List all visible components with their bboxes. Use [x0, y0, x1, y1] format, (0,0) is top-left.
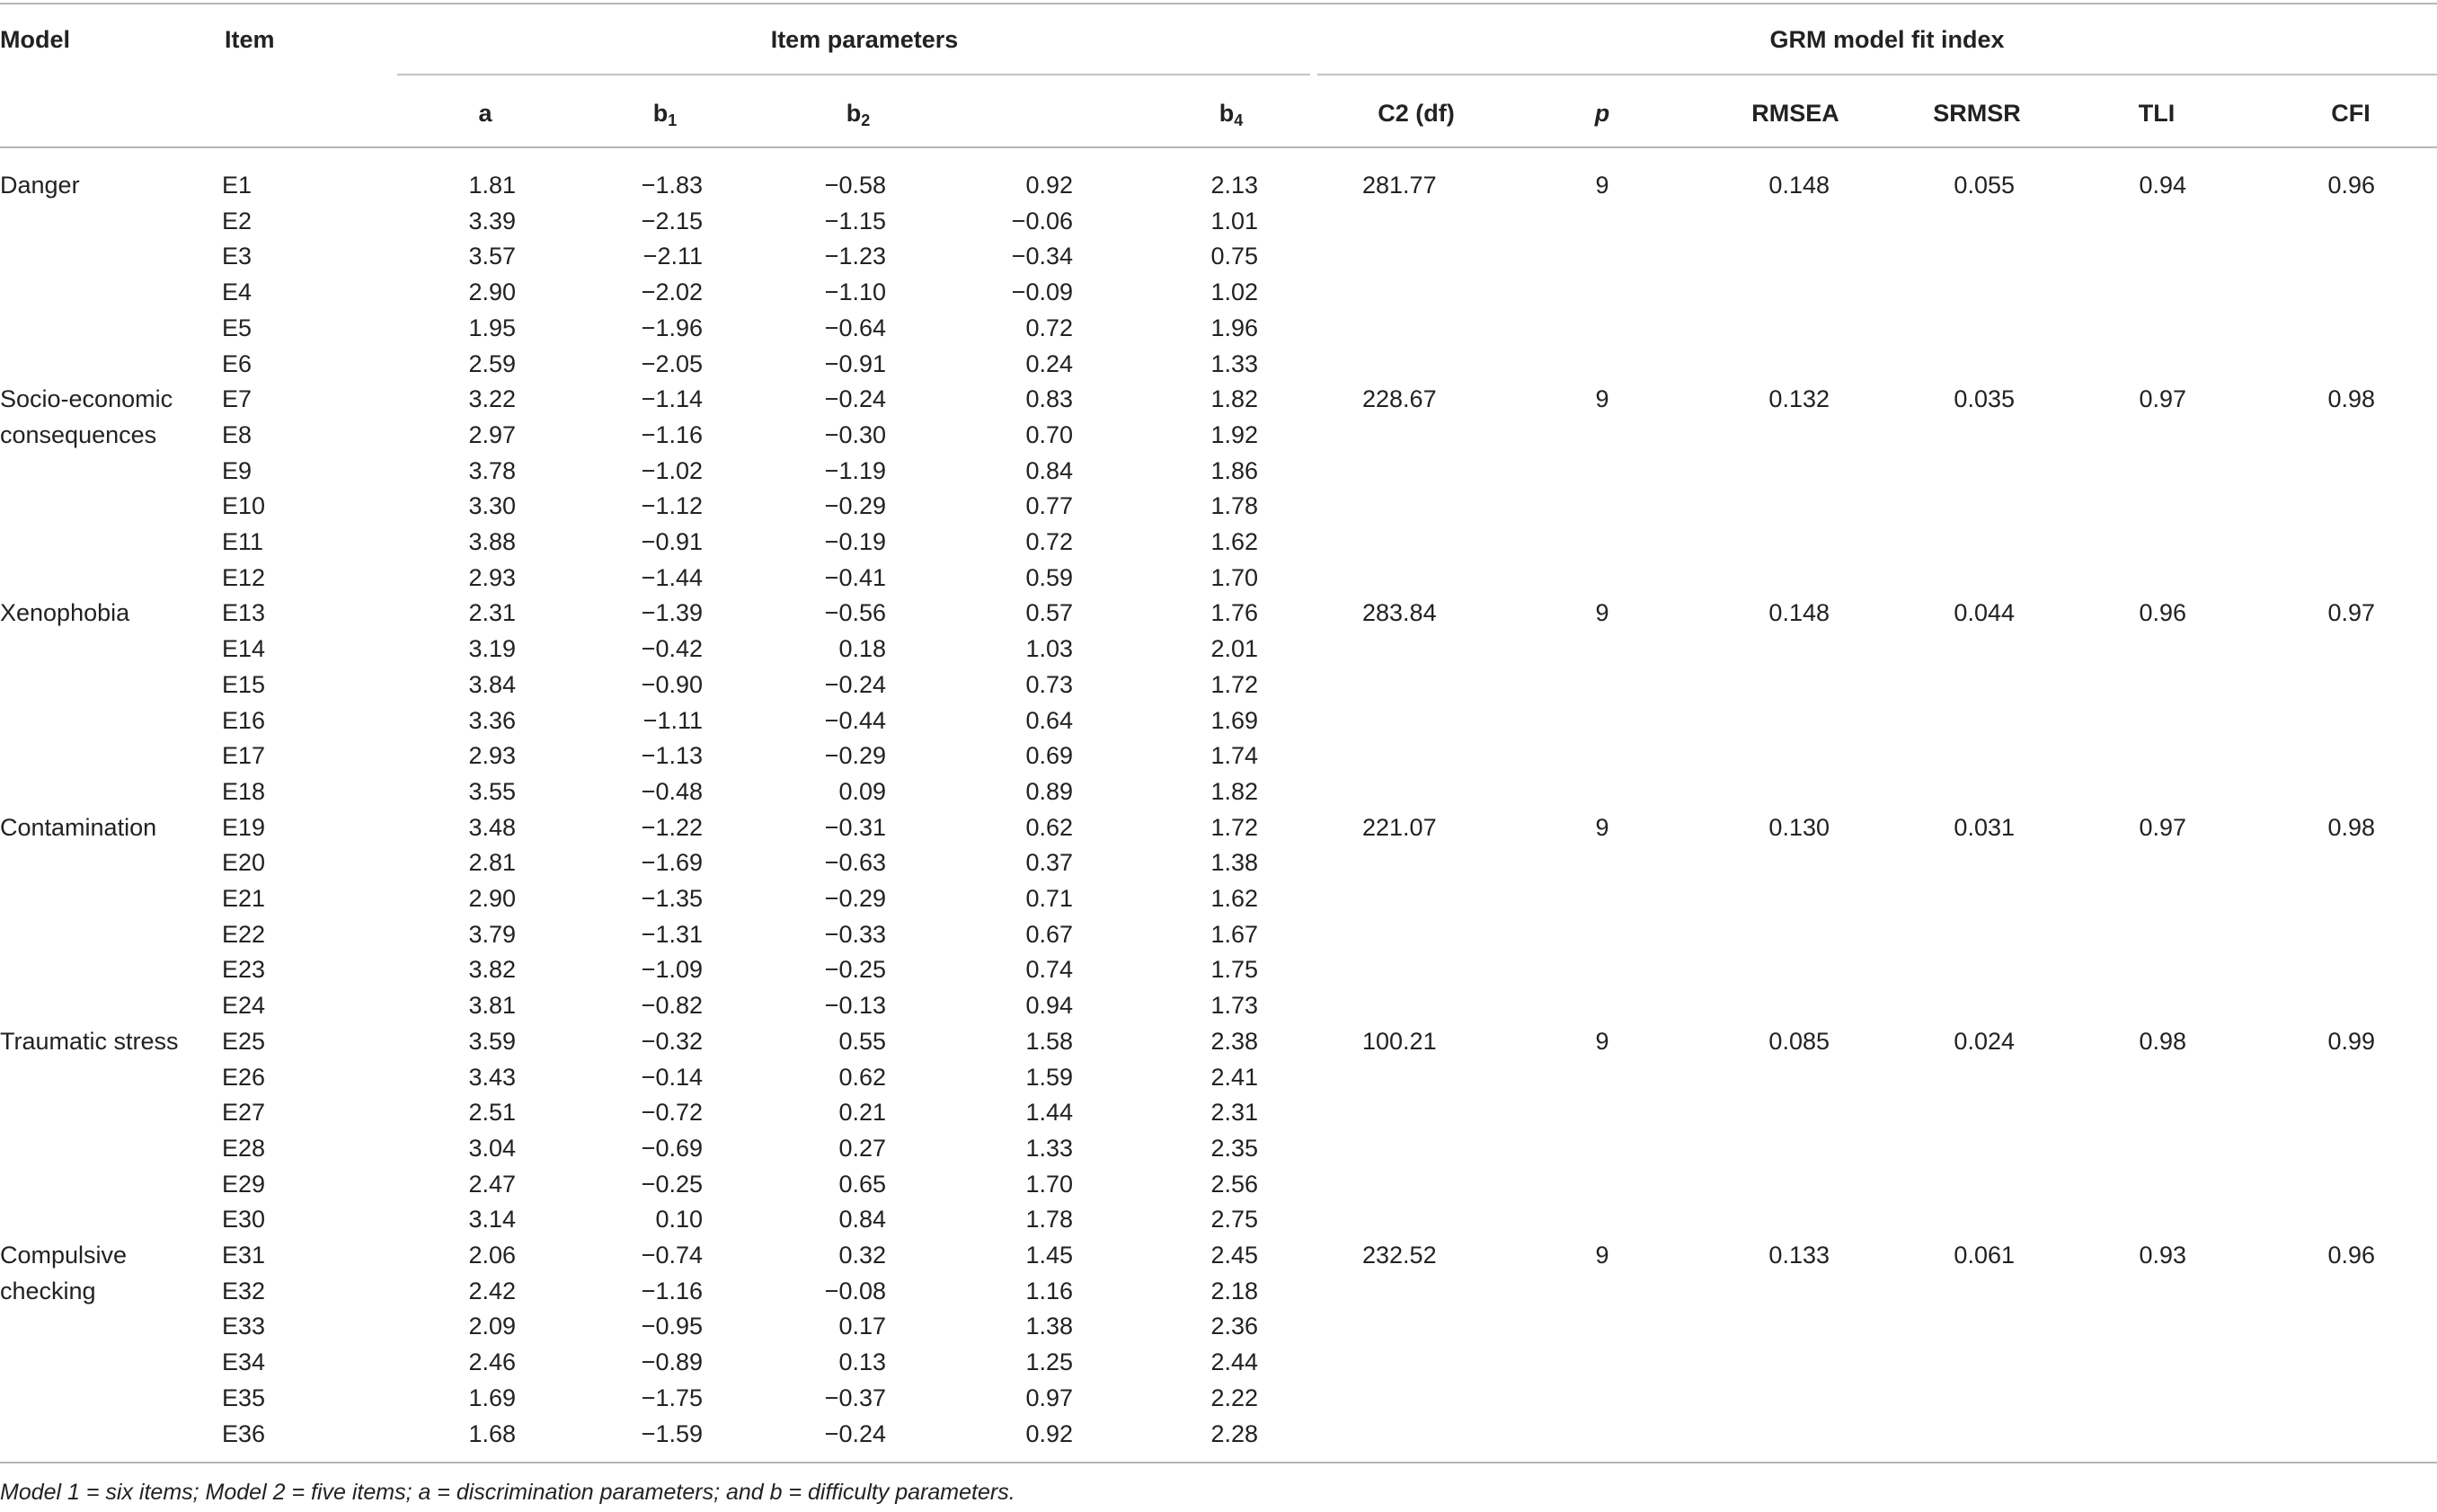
param-a: 3.81 [468, 992, 516, 1020]
item-label: E20 [222, 849, 266, 877]
param-b4: 1.75 [1210, 956, 1258, 984]
item-label: E33 [222, 1313, 266, 1340]
param-b4: 2.56 [1210, 1170, 1258, 1198]
fit-cfi: 0.98 [2327, 385, 2375, 413]
param-b3: 0.72 [1025, 528, 1073, 555]
param-b3: 0.74 [1025, 956, 1073, 984]
fit-index-underline [1317, 74, 2437, 75]
param-b1: −1.39 [641, 599, 703, 627]
param-b2: −1.19 [824, 456, 886, 484]
param-b1: −1.02 [641, 456, 703, 484]
param-b1: −0.90 [641, 670, 703, 698]
param-b4: 1.92 [1210, 420, 1258, 448]
param-b2: −0.44 [824, 706, 886, 734]
item-parameters-underline [397, 74, 1310, 75]
param-b1: −1.59 [641, 1419, 703, 1447]
model-name: Xenophobia [0, 599, 130, 627]
item-label: E13 [222, 599, 266, 627]
param-b4: 2.13 [1210, 172, 1258, 199]
param-b1: −0.82 [641, 992, 703, 1020]
param-a: 2.93 [468, 563, 516, 591]
item-label: E34 [222, 1348, 266, 1376]
param-b3: 0.67 [1025, 920, 1073, 948]
fit-c2: 283.84 [1362, 599, 1437, 627]
param-a: 3.48 [468, 813, 516, 841]
header-b2: b2 [846, 100, 871, 129]
param-a: 2.93 [468, 742, 516, 770]
item-label: E5 [222, 314, 253, 341]
param-b4: 1.72 [1210, 813, 1258, 841]
param-b2: −1.15 [824, 207, 886, 234]
fit-p: 9 [1595, 1242, 1609, 1269]
bottom-rule [0, 1462, 2437, 1463]
param-b2: −0.91 [824, 349, 886, 377]
item-label: E26 [222, 1063, 266, 1091]
param-b1: −0.95 [641, 1313, 703, 1340]
param-a: 2.90 [468, 279, 516, 306]
param-a: 3.55 [468, 777, 516, 805]
item-label: E22 [222, 920, 266, 948]
param-b3: −0.34 [1011, 243, 1073, 270]
fit-c2: 221.07 [1362, 813, 1437, 841]
param-b1: −0.74 [641, 1242, 703, 1269]
param-a: 2.51 [468, 1099, 516, 1127]
param-b3: 0.64 [1025, 706, 1073, 734]
param-b2: −0.37 [824, 1384, 886, 1411]
param-b1: −1.35 [641, 885, 703, 912]
param-b3: 0.73 [1025, 670, 1073, 698]
param-b3: 1.78 [1025, 1206, 1073, 1233]
fit-cfi: 0.98 [2327, 813, 2375, 841]
param-b1: −0.25 [641, 1170, 703, 1198]
fit-rmsea: 0.132 [1768, 385, 1830, 413]
param-b2: −0.33 [824, 920, 886, 948]
item-label: E15 [222, 670, 266, 698]
param-b2: 0.17 [838, 1313, 886, 1340]
item-label: E18 [222, 777, 266, 805]
param-b2: −0.29 [824, 492, 886, 520]
param-b2: 0.18 [838, 635, 886, 663]
item-label: E7 [222, 385, 253, 413]
param-a: 1.68 [468, 1419, 516, 1447]
fit-p: 9 [1595, 599, 1609, 627]
param-b4: 1.82 [1210, 385, 1258, 413]
item-label: E2 [222, 207, 253, 234]
param-b3: 1.59 [1025, 1063, 1073, 1091]
param-b1: −1.12 [641, 492, 703, 520]
param-a: 2.46 [468, 1348, 516, 1376]
param-b2: −0.58 [824, 172, 886, 199]
param-b2: −0.25 [824, 956, 886, 984]
param-a: 3.82 [468, 956, 516, 984]
param-a: 3.30 [468, 492, 516, 520]
param-b4: 2.44 [1210, 1348, 1258, 1376]
param-b3: 1.58 [1025, 1027, 1073, 1055]
model-name: Danger [0, 172, 80, 199]
param-a: 3.78 [468, 456, 516, 484]
fit-p: 9 [1595, 172, 1609, 199]
param-a: 2.81 [468, 849, 516, 877]
header-c2df: C2 (df) [1378, 100, 1455, 127]
param-b2: −0.19 [824, 528, 886, 555]
item-label: E10 [222, 492, 266, 520]
item-label: E29 [222, 1170, 266, 1198]
param-b4: 1.70 [1210, 563, 1258, 591]
item-label: E21 [222, 885, 266, 912]
param-b3: 0.59 [1025, 563, 1073, 591]
param-b3: 1.70 [1025, 1170, 1073, 1198]
param-b3: 0.83 [1025, 385, 1073, 413]
param-b3: 0.69 [1025, 742, 1073, 770]
param-b2: 0.21 [838, 1099, 886, 1127]
param-b2: −0.64 [824, 314, 886, 341]
param-b1: 0.10 [655, 1206, 703, 1233]
param-b3: 1.33 [1025, 1134, 1073, 1162]
header-item: Item [225, 26, 275, 53]
param-b3: 0.70 [1025, 420, 1073, 448]
param-b3: 0.97 [1025, 1384, 1073, 1411]
header-rmsea: RMSEA [1751, 100, 1839, 127]
param-a: 1.81 [468, 172, 516, 199]
param-b4: 1.01 [1210, 207, 1258, 234]
param-b1: −0.42 [641, 635, 703, 663]
fit-c2: 100.21 [1362, 1027, 1437, 1055]
item-label: E4 [222, 279, 253, 306]
param-b2: 0.27 [838, 1134, 886, 1162]
param-a: 2.31 [468, 599, 516, 627]
param-b4: 1.96 [1210, 314, 1258, 341]
param-b3: 1.03 [1025, 635, 1073, 663]
param-b3: 1.45 [1025, 1242, 1073, 1269]
header-item-parameters: Item parameters [770, 26, 959, 53]
top-rule [0, 3, 2437, 4]
item-label: E11 [222, 528, 264, 555]
param-b1: −0.91 [641, 528, 703, 555]
param-b2: −0.13 [824, 992, 886, 1020]
param-b3: 0.37 [1025, 849, 1073, 877]
model-name: Contamination [0, 813, 157, 841]
param-b3: 1.16 [1025, 1277, 1073, 1304]
param-b2: −0.31 [824, 813, 886, 841]
param-b4: 1.38 [1210, 849, 1258, 877]
param-b1: −1.16 [641, 420, 703, 448]
model-name: Socio-economic [0, 385, 173, 413]
param-b4: 2.36 [1210, 1313, 1258, 1340]
header-p: p [1594, 100, 1610, 127]
model-name-line2: checking [0, 1277, 96, 1304]
header-tli: TLI [2138, 100, 2176, 127]
header-srmsr: SRMSR [1933, 100, 2021, 127]
fit-tli: 0.98 [2139, 1027, 2186, 1055]
param-b3: 0.71 [1025, 885, 1073, 912]
param-b1: −2.15 [641, 207, 703, 234]
param-a: 3.22 [468, 385, 516, 413]
param-b1: −1.09 [641, 956, 703, 984]
fit-cfi: 0.97 [2327, 599, 2375, 627]
fit-rmsea: 0.085 [1768, 1027, 1830, 1055]
param-b1: −1.13 [641, 742, 703, 770]
param-b3: 1.25 [1025, 1348, 1073, 1376]
param-b3: 0.92 [1025, 1419, 1073, 1447]
header-rule [0, 146, 2437, 148]
param-b4: 1.82 [1210, 777, 1258, 805]
param-b1: −0.48 [641, 777, 703, 805]
param-b2: −0.29 [824, 742, 886, 770]
item-label: E1 [222, 172, 253, 199]
param-b1: −1.75 [641, 1384, 703, 1411]
param-b2: 0.62 [838, 1063, 886, 1091]
fit-tli: 0.96 [2139, 599, 2186, 627]
header-cfi: CFI [2331, 100, 2371, 127]
model-name: Traumatic stress [0, 1027, 179, 1055]
param-a: 3.39 [468, 207, 516, 234]
param-a: 3.59 [468, 1027, 516, 1055]
item-label: E35 [222, 1384, 266, 1411]
param-b4: 1.69 [1210, 706, 1258, 734]
table-footnote: Model 1 = six items; Model 2 = five items; a = discrimination parameters; and b = difficulty parameters. [0, 1480, 1015, 1505]
fit-p: 9 [1595, 1027, 1609, 1055]
fit-srmsr: 0.035 [1954, 385, 2015, 413]
param-b4: 2.45 [1210, 1242, 1258, 1269]
header-b4: b4 [1218, 100, 1244, 129]
param-b4: 2.18 [1210, 1277, 1258, 1304]
item-label: E27 [222, 1099, 266, 1127]
param-a: 3.19 [468, 635, 516, 663]
param-b4: 1.72 [1210, 670, 1258, 698]
param-b2: −0.56 [824, 599, 886, 627]
param-b2: −0.41 [824, 563, 886, 591]
param-b3: 0.92 [1025, 172, 1073, 199]
param-b1: −1.14 [641, 385, 703, 413]
param-b1: −1.96 [641, 314, 703, 341]
fit-rmsea: 0.148 [1768, 172, 1830, 199]
fit-tli: 0.94 [2139, 172, 2186, 199]
item-label: E14 [222, 635, 266, 663]
param-a: 2.06 [468, 1242, 516, 1269]
param-b1: −0.69 [641, 1134, 703, 1162]
param-a: 3.36 [468, 706, 516, 734]
param-a: 1.69 [468, 1384, 516, 1411]
param-b1: −0.89 [641, 1348, 703, 1376]
item-label: E3 [222, 243, 253, 270]
param-b4: 1.74 [1210, 742, 1258, 770]
param-b3: 0.77 [1025, 492, 1073, 520]
param-b1: −2.11 [642, 243, 703, 270]
param-b4: 1.33 [1210, 349, 1258, 377]
param-b2: −0.63 [824, 849, 886, 877]
param-b4: 1.62 [1210, 885, 1258, 912]
param-a: 3.79 [468, 920, 516, 948]
param-b2: −0.30 [824, 420, 886, 448]
item-label: E28 [222, 1134, 266, 1162]
param-a: 1.95 [468, 314, 516, 341]
param-b4: 2.28 [1210, 1419, 1258, 1447]
item-label: E31 [222, 1242, 266, 1269]
param-b1: −0.32 [641, 1027, 703, 1055]
fit-c2: 281.77 [1362, 172, 1437, 199]
param-b1: −1.83 [641, 172, 703, 199]
fit-p: 9 [1595, 385, 1609, 413]
param-b4: 0.75 [1210, 243, 1258, 270]
param-b3: 0.84 [1025, 456, 1073, 484]
item-label: E9 [222, 456, 253, 484]
param-b3: 0.24 [1025, 349, 1073, 377]
header-b1: b1 [652, 100, 678, 129]
header-a: a [478, 100, 492, 127]
param-a: 3.14 [468, 1206, 516, 1233]
param-b4: 2.75 [1210, 1206, 1258, 1233]
param-a: 2.97 [468, 420, 516, 448]
param-a: 3.04 [468, 1134, 516, 1162]
fit-rmsea: 0.148 [1768, 599, 1830, 627]
param-b3: −0.06 [1011, 207, 1073, 234]
param-a: 3.43 [468, 1063, 516, 1091]
param-b4: 1.86 [1210, 456, 1258, 484]
item-label: E30 [222, 1206, 266, 1233]
param-b2: 0.09 [838, 777, 886, 805]
model-name-line2: consequences [0, 420, 157, 448]
param-b2: −0.29 [824, 885, 886, 912]
fit-rmsea: 0.130 [1768, 813, 1830, 841]
param-b4: 1.62 [1210, 528, 1258, 555]
item-label: E36 [222, 1419, 266, 1447]
param-b2: −0.24 [824, 1419, 886, 1447]
param-a: 2.90 [468, 885, 516, 912]
param-a: 2.42 [468, 1277, 516, 1304]
fit-srmsr: 0.044 [1954, 599, 2015, 627]
param-b1: −0.14 [641, 1063, 703, 1091]
header-model: Model [0, 26, 70, 53]
param-b3: 0.62 [1025, 813, 1073, 841]
fit-cfi: 0.96 [2327, 1242, 2375, 1269]
param-b4: 2.38 [1210, 1027, 1258, 1055]
fit-cfi: 0.99 [2327, 1027, 2375, 1055]
item-label: E16 [222, 706, 266, 734]
param-b1: −1.31 [641, 920, 703, 948]
fit-srmsr: 0.024 [1954, 1027, 2015, 1055]
item-label: E8 [222, 420, 253, 448]
param-b4: 1.76 [1210, 599, 1258, 627]
param-b4: 1.02 [1210, 279, 1258, 306]
param-b1: −1.69 [641, 849, 703, 877]
item-label: E24 [222, 992, 266, 1020]
param-b2: −0.24 [824, 670, 886, 698]
header-fit-index: GRM model fit index [1769, 26, 2005, 53]
param-b1: −1.22 [641, 813, 703, 841]
param-a: 2.47 [468, 1170, 516, 1198]
fit-tli: 0.97 [2139, 385, 2186, 413]
param-a: 2.09 [468, 1313, 516, 1340]
fit-srmsr: 0.055 [1954, 172, 2015, 199]
model-name: Compulsive [0, 1242, 128, 1269]
param-b1: −1.44 [641, 563, 703, 591]
param-b2: 0.55 [838, 1027, 886, 1055]
param-b3: 0.89 [1025, 777, 1073, 805]
param-b4: 2.35 [1210, 1134, 1258, 1162]
param-b3: 1.38 [1025, 1313, 1073, 1340]
param-b2: 0.32 [838, 1242, 886, 1269]
param-b1: −0.72 [641, 1099, 703, 1127]
item-label: E12 [222, 563, 266, 591]
param-b4: 1.73 [1210, 992, 1258, 1020]
item-label: E25 [222, 1027, 266, 1055]
param-b3: 1.44 [1025, 1099, 1073, 1127]
fit-srmsr: 0.061 [1954, 1242, 2015, 1269]
param-b4: 2.22 [1210, 1384, 1258, 1411]
fit-tli: 0.93 [2139, 1242, 2186, 1269]
param-b1: −2.02 [641, 279, 703, 306]
fit-rmsea: 0.133 [1768, 1242, 1830, 1269]
param-b3: 0.94 [1025, 992, 1073, 1020]
param-b2: 0.13 [838, 1348, 886, 1376]
param-b4: 2.31 [1210, 1099, 1258, 1127]
item-label: E23 [222, 956, 266, 984]
param-a: 3.57 [468, 243, 516, 270]
item-label: E19 [222, 813, 266, 841]
param-b3: −0.09 [1011, 279, 1073, 306]
param-b2: −0.08 [824, 1277, 886, 1304]
param-b2: 0.84 [838, 1206, 886, 1233]
param-b2: −0.24 [824, 385, 886, 413]
fit-srmsr: 0.031 [1954, 813, 2015, 841]
param-b3: 0.72 [1025, 314, 1073, 341]
param-b4: 1.78 [1210, 492, 1258, 520]
param-b1: −2.05 [641, 349, 703, 377]
fit-c2: 232.52 [1362, 1242, 1437, 1269]
fit-tli: 0.97 [2139, 813, 2186, 841]
param-a: 2.59 [468, 349, 516, 377]
param-b4: 2.01 [1210, 635, 1258, 663]
param-b2: −1.23 [824, 243, 886, 270]
param-b1: −1.16 [641, 1277, 703, 1304]
param-b4: 2.41 [1210, 1063, 1258, 1091]
param-b2: −1.10 [824, 279, 886, 306]
param-b2: 0.65 [838, 1170, 886, 1198]
item-label: E6 [222, 349, 253, 377]
item-label: E32 [222, 1277, 266, 1304]
param-b3: 0.57 [1025, 599, 1073, 627]
param-b1: −1.11 [642, 706, 703, 734]
fit-cfi: 0.96 [2327, 172, 2375, 199]
item-label: E17 [222, 742, 266, 770]
fit-c2: 228.67 [1362, 385, 1437, 413]
param-a: 3.84 [468, 670, 516, 698]
param-a: 3.88 [468, 528, 516, 555]
fit-p: 9 [1595, 813, 1609, 841]
param-b4: 1.67 [1210, 920, 1258, 948]
